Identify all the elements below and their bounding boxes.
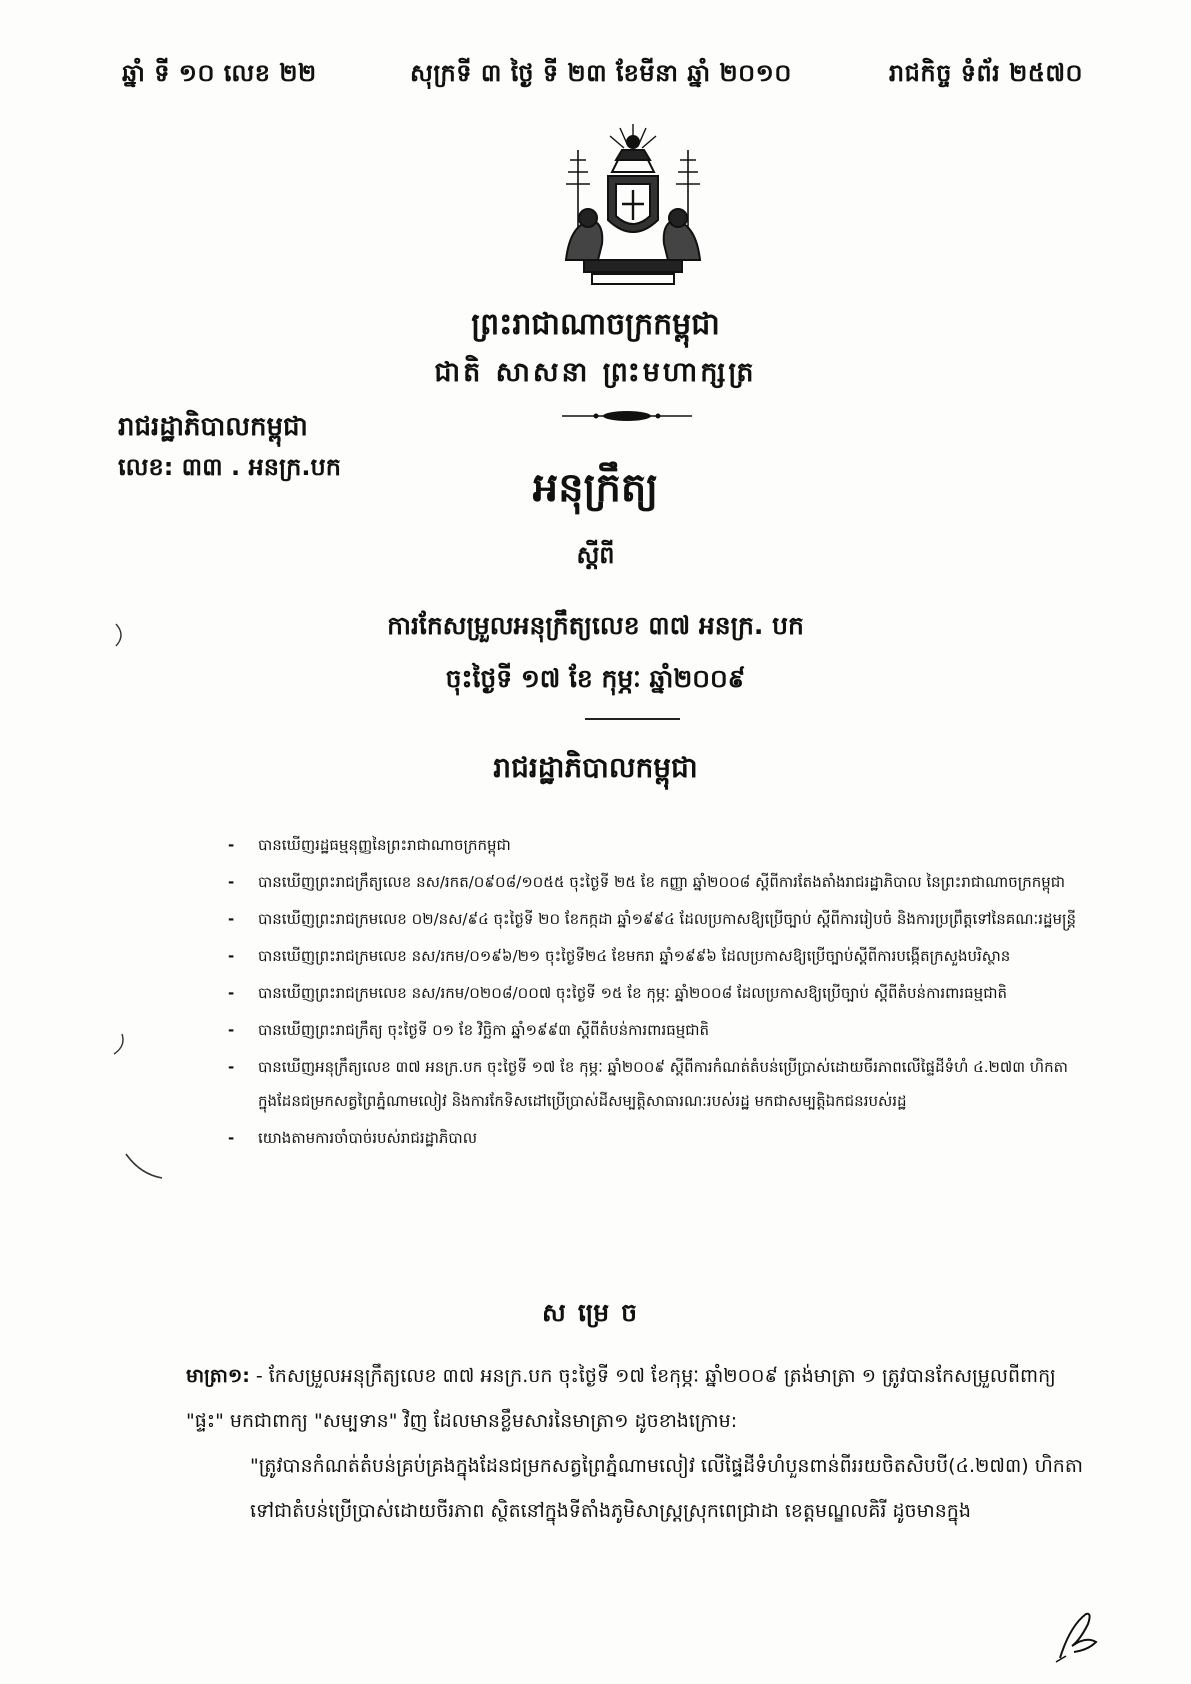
kingdom-motto: ជាតិ សាសនា ព្រះមហាក្សត្រ [434, 357, 757, 388]
recital-item: - បានឃើញព្រះរាជក្រឹត្យ ចុះថ្ងៃទី ០១ ខែ វិច្ឆិកា ឆ្នាំ១៩៩៣ ស្តីពីតំបន់ការពារធម្មជាតិ [228, 1013, 1088, 1047]
recital-item: - បានឃើញព្រះរាជក្រមលេខ នស/រកម/០២០៨/០០៧ ចុះថ្ងៃទី ១៥ ខែ កុម្ភៈ ឆ្នាំ២០០៨ ដែលប្រកាសឱ្យប្រើច្បាប់ ស្តីពីតំបន់ការពារធម្មជាតិ [228, 976, 1088, 1010]
royal-arms-icon [548, 120, 718, 290]
recital-item: - បានឃើញព្រះរាជក្រមលេខ ០២/នស/៩៤ ចុះថ្ងៃទី ២០ ខែកក្កដា ឆ្នាំ១៩៩៤ ដែលប្រកាសឱ្យប្រើច្បាប់ ស្តីពីការរៀបចំ និងការប្រព្រឹត្តទៅនៃគណៈរដ្ឋមន្ត្រី [228, 902, 1088, 936]
document-subject-line2: ចុះថ្ងៃទី ១៧ ខែ កុម្ភៈ ឆ្នាំ២០០៩ [445, 664, 746, 693]
reference-number: លេខ: ៣៣ . អនក្រ.បក [118, 453, 341, 481]
document-issuer: រាជរដ្ឋាភិបាលកម្ពុជា [493, 751, 698, 784]
scan-mark [124, 1150, 164, 1180]
gazette-date: សុក្រទី ៣ ថ្ងៃ ទី ២៣ ខែមីនា ឆ្នាំ ២០១០ [410, 59, 792, 87]
document-subject-line1: ការកែសម្រួលអនុក្រឹត្យលេខ ៣៧ អនក្រ. បក [387, 611, 804, 640]
scan-mark [114, 622, 128, 648]
recital-item: - យោងតាមការចាំបាច់របស់រាជរដ្ឋាភិបាល [228, 1121, 1088, 1155]
recitals-list [228, 828, 1088, 1158]
document-about: ស្តីពី [576, 541, 615, 569]
gazette-page-number: រាជកិច្ច ទំព័រ ២៥៧០ [888, 59, 1083, 87]
article-quote: "ត្រូវបានកំណត់តំបន់គ្រប់គ្រងក្នុងដែនជម្រកសត្វព្រៃភ្នំណាមលៀវ លើផ្ទៃដីទំហំបួនពាន់ពីររយចិតសិបបី(៤.២៧៣) ហិកតា ទៅជាតំបន់ប្រើប្រាស់ដោយចីរភាព ស្ថិតនៅក្នុងទីតាំងភូមិសាស្ត្រស្រុកពេជ្រាដា ខេត្តមណ្ឌលគិរី ដូចមានក្នុង [250, 1455, 1083, 1522]
signature-initial-icon [1052, 1606, 1104, 1664]
document-type: អនុក្រឹត្យ [532, 465, 659, 511]
article-text: - កែសម្រួលអនុក្រឹត្យលេខ ៣៧ អនក្រ.បក ចុះថ្ងៃទី ១៧ ខែកុម្ភៈ ឆ្នាំ២០០៩ ត្រង់មាត្រា ១ ត្រូវបានកែសម្រួលពីពាក្យ "ផ្ទះ" មកជាពាក្យ "សម្បទាន" វិញ ដែលមានខ្លឹមសារនៃមាត្រា១ ដូចខាងក្រោម: [186, 1365, 1056, 1432]
issuing-authority: រាជរដ្ឋាភិបាលកម្ពុជា [118, 412, 308, 442]
article-label: មាត្រា១: [186, 1365, 250, 1387]
scan-mark [112, 1032, 126, 1056]
gazette-issue: ឆ្នាំ ទី ១០ លេខ ២២ [122, 59, 317, 87]
recital-item: - បានឃើញព្រះរាជក្រមលេខ នស/រកម/០១៩៦/២១ ចុះថ្ងៃទី២៤ ខែមករា ឆ្នាំ១៩៩៦ ដែលប្រកាសឱ្យប្រើច្បាប់ស្តីពីការបង្កើតក្រសួងបរិស្ថាន [228, 939, 1088, 973]
recital-item: - បានឃើញអនុក្រឹត្យលេខ ៣៧ អនក្រ.បក ចុះថ្ងៃទី ១៧ ខែ កុម្ភៈ ឆ្នាំ២០០៩ ស្តីពីការកំណត់តំបន់ប្រើប្រាស់ដោយចីរភាពលើផ្ទៃដីទំហំ ៤.២៧៣ ហិកតា ក្នុងដែនជម្រកសត្វព្រៃភ្នំណាមលៀវ និងការកែទិសដៅប្រើប្រាស់ដីសម្បត្តិសាធារណៈរបស់រដ្ឋ មកជាសម្បត្តិឯកជនរបស់រដ្ឋ [228, 1050, 1088, 1118]
divider-rule [585, 718, 680, 720]
recital-item: - បានឃើញព្រះរាជក្រឹត្យលេខ នស/រកត/០៩០៨/១០៥៥ ចុះថ្ងៃទី ២៥ ខែ កញ្ញា ឆ្នាំ២០០៨ ស្តីពីការតែងតាំងរាជរដ្ឋាភិបាល នៃព្រះរាជាណាចក្រកម្ពុជា [228, 865, 1088, 899]
recital-item: - បានឃើញរដ្ឋធម្មនុញ្ញនៃព្រះរាជាណាចក្រកម្ពុជា [228, 828, 1088, 862]
decision-heading: សម្រេច [542, 1298, 649, 1327]
article-1 [186, 1354, 1086, 1534]
kingdom-name: ព្រះរាជាណាចក្រកម្ពុជា [471, 307, 720, 342]
ornament-divider-icon [562, 408, 692, 424]
